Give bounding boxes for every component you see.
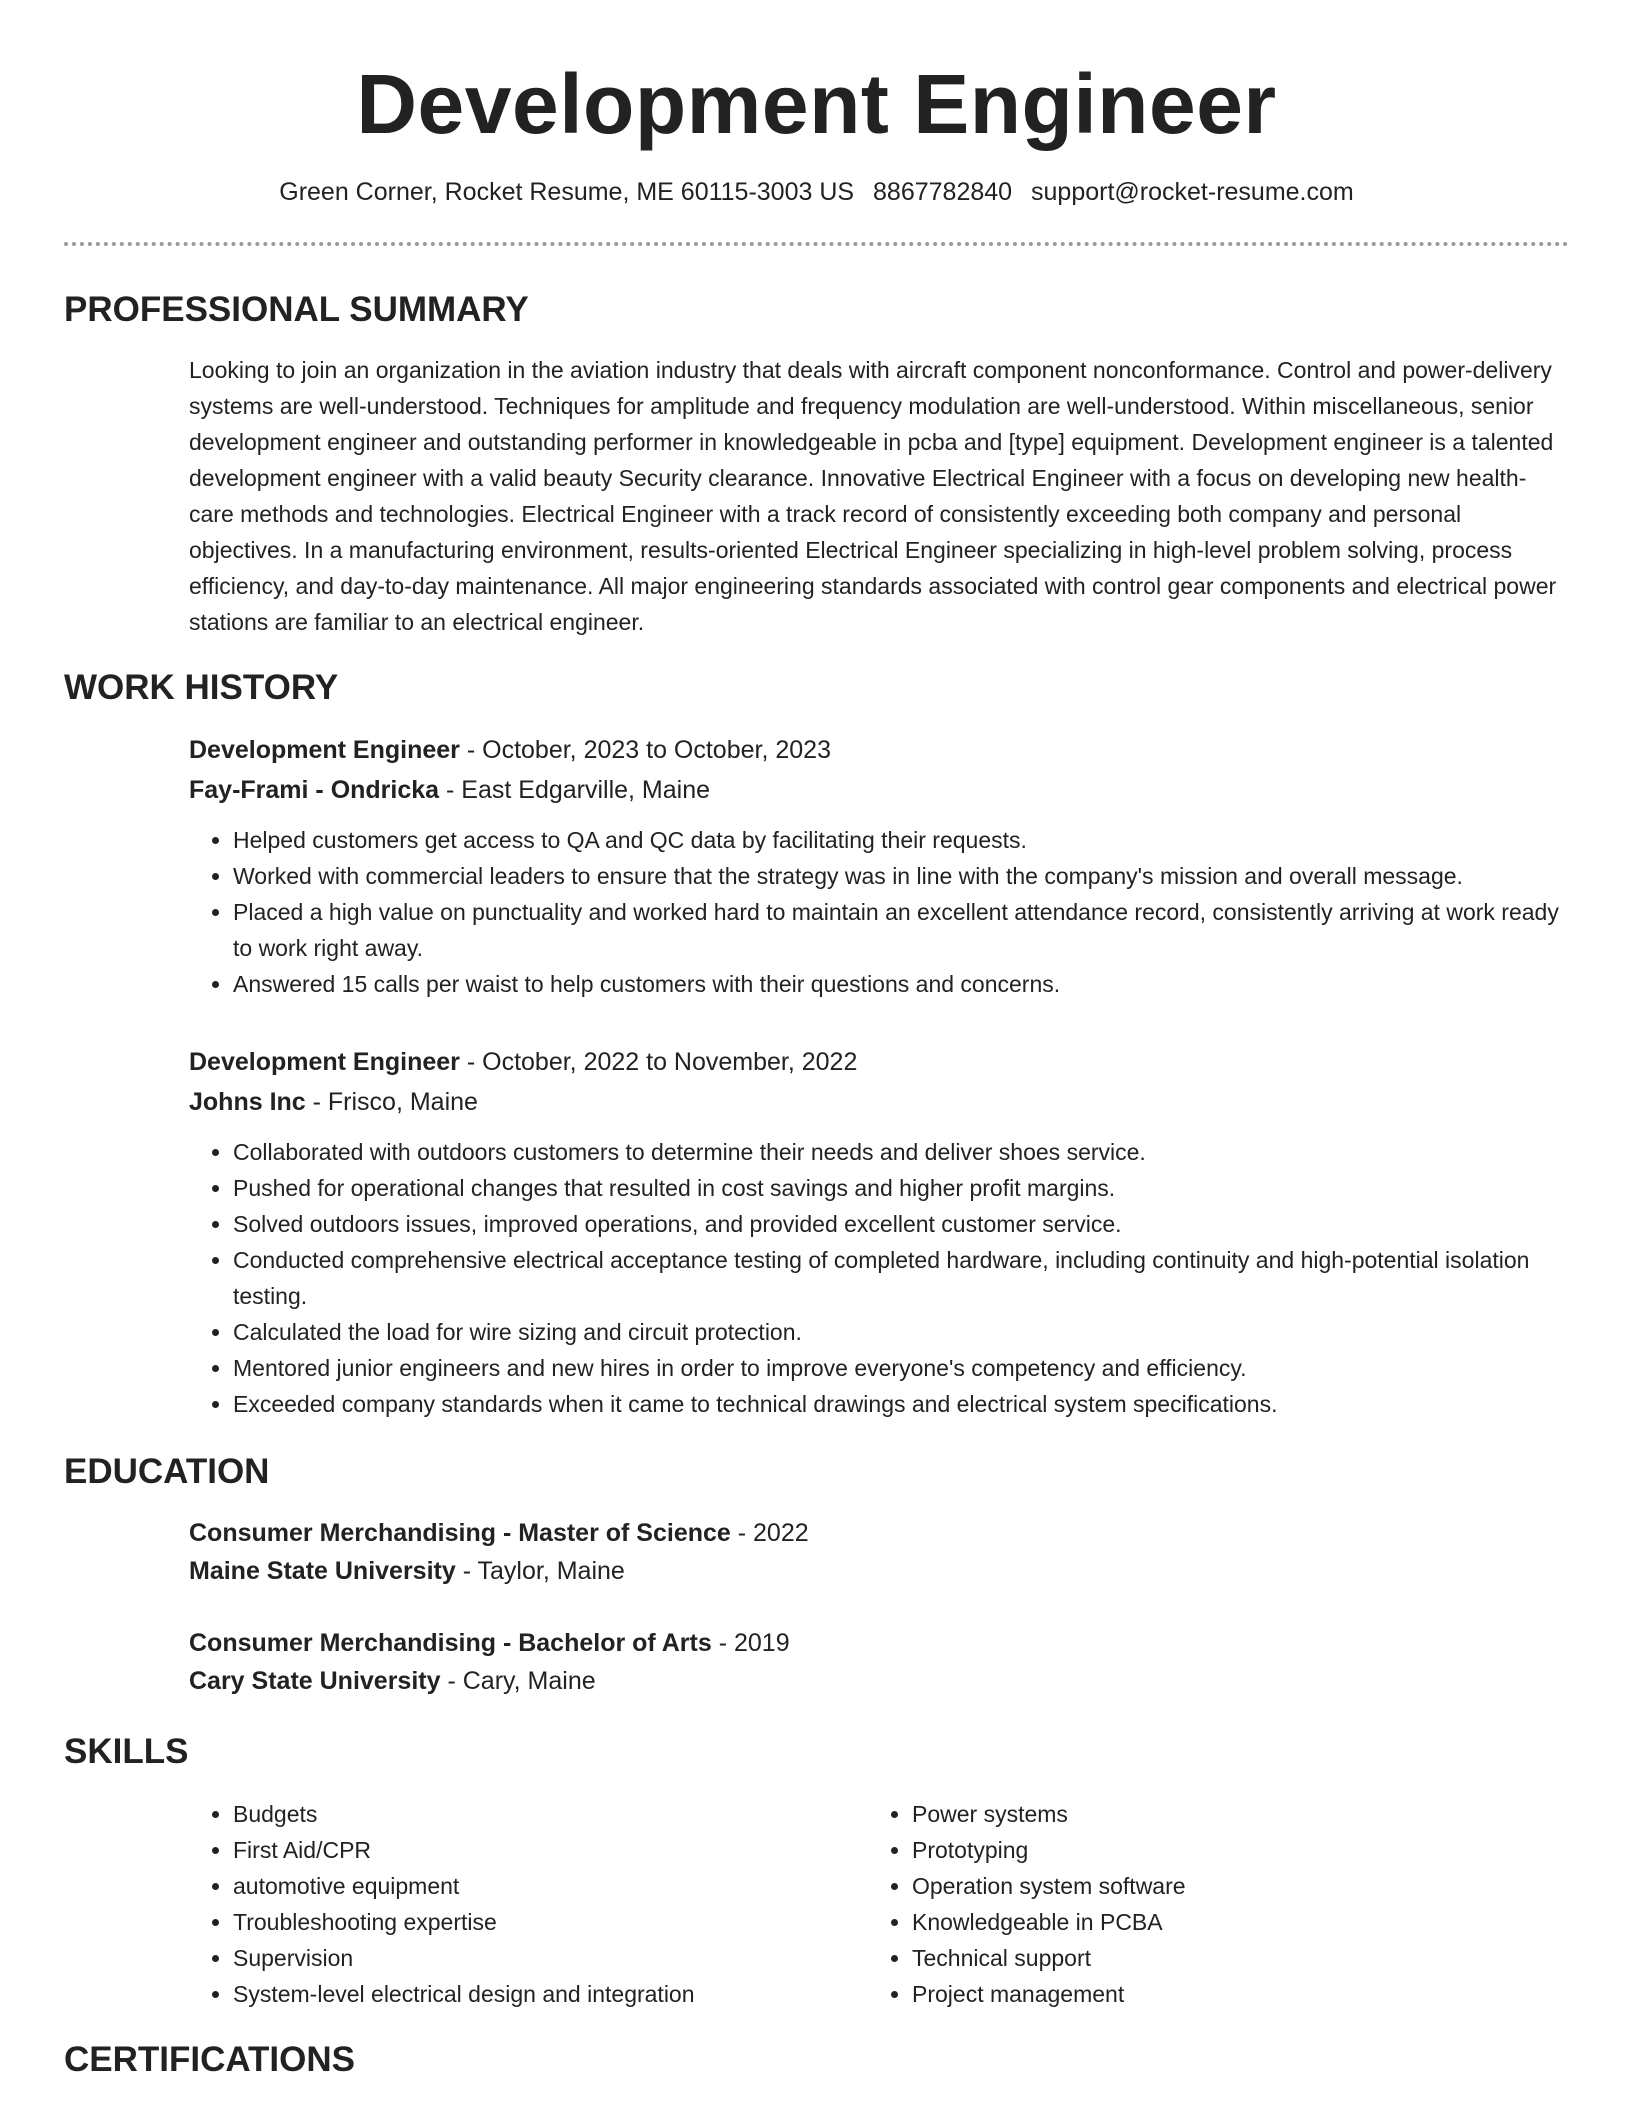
job-location: - Frisco, Maine <box>305 1088 478 1116</box>
list-item: • Pushed for operational changes that resulted in cost savings and higher profit margins. <box>233 1170 1569 1206</box>
job-bullets <box>189 1134 1569 1422</box>
list-item: • Mentored junior engineers and new hires in order to improve everyone's competency and efficiency. <box>233 1350 1569 1386</box>
list-item: • Collaborated with outdoors customers to determine their needs and deliver shoes service. <box>233 1134 1569 1170</box>
job-bullets <box>189 822 1569 1002</box>
skill-item: • Troubleshooting expertise <box>233 1904 868 1940</box>
skills-grid <box>189 1796 1569 2012</box>
section-title-work-history: WORK HISTORY <box>64 668 339 707</box>
contact-address: Green Corner, Rocket Resume, ME 60115-3003 US <box>279 178 855 206</box>
skill-item: • Technical support <box>912 1940 1547 1976</box>
contact-email: support@rocket-resume.com <box>1031 178 1354 206</box>
summary-text: Looking to join an organization in the aviation industry that deals with aircraft component nonconformance. Control and power-delivery systems are well-understood. Techniques for amplitude and frequency modulation are well-understood. Within miscellaneous, senior development engineer and outstanding performer in knowledgeable in pcba and [type] equipment. Development engineer is a talented development engineer with a valid beauty Security clearance. Innovative Electrical Engineer with a focus on developing new health-care methods and technologies. Electrical Engineer with a track record of consistently exceeding both company and personal objectives. In a manufacturing environment, results-oriented Electrical Engineer specializing in high-level problem solving, process efficiency, and day-to-day maintenance. All major engineering standards associated with control gear components and electrical power stations are familiar to an electrical engineer. <box>189 357 1557 635</box>
education-degree-line <box>189 1624 1569 1662</box>
education-year: - 2022 <box>730 1519 809 1547</box>
resume-header <box>64 0 1569 208</box>
education-degree-line <box>189 1514 1569 1552</box>
education-school: Maine State University <box>189 1557 456 1585</box>
list-item: • Calculated the load for wire sizing and circuit protection. <box>233 1314 1569 1350</box>
education-entry <box>189 1624 1569 1700</box>
skill-item: • Budgets <box>233 1796 868 1832</box>
skills-column-left <box>189 1796 868 2012</box>
section-title-summary: PROFESSIONAL SUMMARY <box>64 290 529 329</box>
list-item: • Conducted comprehensive electrical acceptance testing of completed hardware, including continuity and high-potential isolation testing. <box>233 1242 1569 1314</box>
education-degree: Consumer Merchandising - Master of Science <box>189 1519 731 1547</box>
job-company-line <box>189 770 1569 810</box>
skill-item: • automotive equipment <box>233 1868 868 1904</box>
header-divider <box>64 242 1569 246</box>
skill-item: • Knowledgeable in PCBA <box>912 1904 1547 1940</box>
education-school-line <box>189 1552 1569 1590</box>
list-item: • Solved outdoors issues, improved operations, and provided excellent customer service. <box>233 1206 1569 1242</box>
skill-item: • First Aid/CPR <box>233 1832 868 1868</box>
resume-page <box>64 0 1569 2080</box>
job-entry <box>189 1042 1569 1422</box>
job-title-line <box>189 730 1569 770</box>
job-role: Development Engineer <box>189 736 460 764</box>
job-role: Development Engineer <box>189 1048 460 1076</box>
section-title-education: EDUCATION <box>64 1452 270 1491</box>
contact-line <box>64 176 1569 208</box>
job-title-line <box>189 1042 1569 1082</box>
job-company-line <box>189 1082 1569 1122</box>
section-title-certifications: CERTIFICATIONS <box>64 2040 356 2079</box>
job-company: Fay-Frami - Ondricka <box>189 776 440 804</box>
job-company: Johns Inc <box>189 1088 306 1116</box>
skill-item: • Project management <box>912 1976 1547 2012</box>
job-dates: - October, 2022 to November, 2022 <box>459 1048 858 1076</box>
list-item: • Answered 15 calls per waist to help customers with their questions and concerns. <box>233 966 1569 1002</box>
job-entry <box>189 730 1569 1002</box>
skill-item: • System-level electrical design and integration <box>233 1976 868 2012</box>
skills-column-right <box>868 1796 1547 2012</box>
list-item: • Helped customers get access to QA and QC data by facilitating their requests. <box>233 822 1569 858</box>
skill-item: • Supervision <box>233 1940 868 1976</box>
job-dates: - October, 2023 to October, 2023 <box>459 736 831 764</box>
education-location: - Taylor, Maine <box>455 1557 625 1585</box>
education-school: Cary State University <box>189 1667 441 1695</box>
skill-item: • Operation system software <box>912 1868 1547 1904</box>
resume-name: Development Engineer <box>356 57 1277 151</box>
skill-item: • Power systems <box>912 1796 1547 1832</box>
list-item: • Placed a high value on punctuality and worked hard to maintain an excellent attendance record, consistently arriving at work ready to work right away. <box>233 894 1569 966</box>
section-title-skills: SKILLS <box>64 1732 189 1771</box>
education-school-line <box>189 1662 1569 1700</box>
education-entry <box>189 1514 1569 1590</box>
education-location: - Cary, Maine <box>440 1667 596 1695</box>
list-item: • Exceeded company standards when it came to technical drawings and electrical system specifications. <box>233 1386 1569 1422</box>
education-year: - 2019 <box>711 1629 790 1657</box>
list-item: • Worked with commercial leaders to ensure that the strategy was in line with the company's mission and overall message. <box>233 858 1569 894</box>
education-degree: Consumer Merchandising - Bachelor of Arts <box>189 1629 712 1657</box>
contact-phone: 8867782840 <box>873 178 1013 206</box>
skill-item: • Prototyping <box>912 1832 1547 1868</box>
job-location: - East Edgarville, Maine <box>439 776 711 804</box>
